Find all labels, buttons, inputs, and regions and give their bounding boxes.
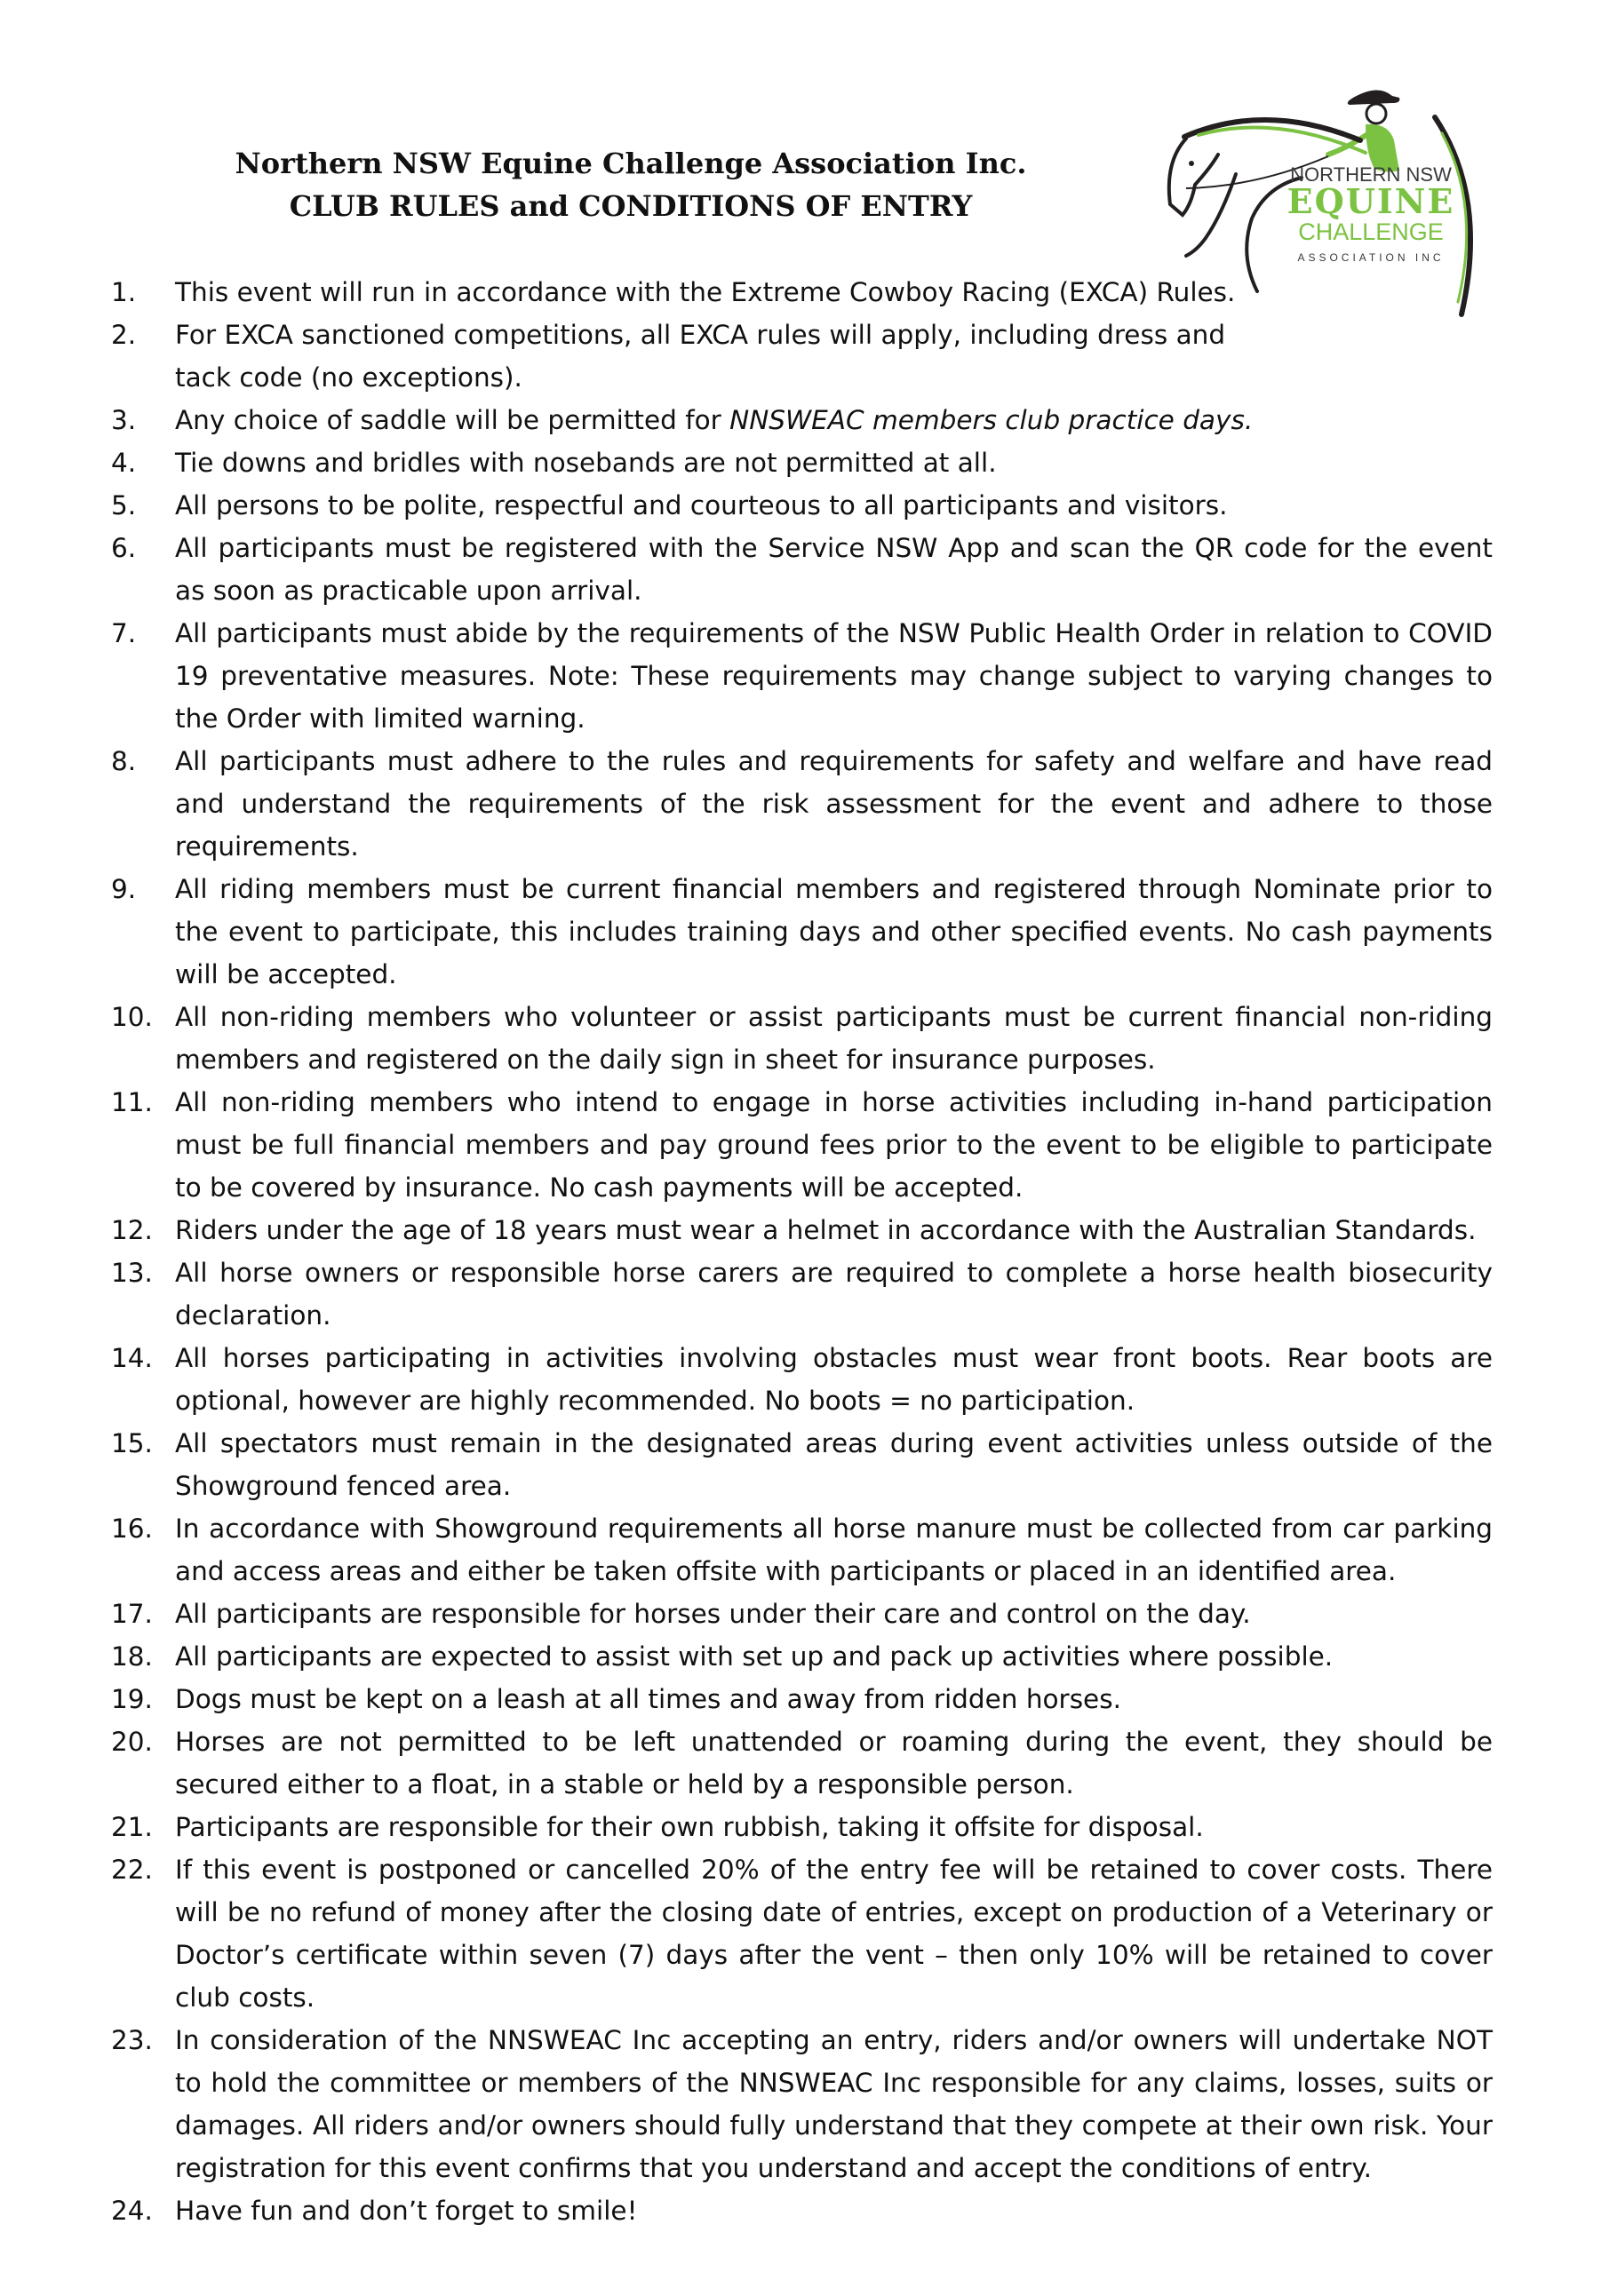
rule-text: All riding members must be current financial members and registered through Nominate prior to the event to participate, this includes training days and other specified events. No cash payments will be accepted. (175, 874, 1493, 989)
rules-list (111, 271, 1493, 2232)
rule-text: All participants must be registered with the Service NSW App and scan the QR code for the event as soon as practicable upon arrival. (175, 533, 1493, 606)
rule-item (111, 1337, 1493, 1422)
rule-text: Participants are responsible for their own rubbish, taking it offsite for disposal. (175, 1812, 1204, 1842)
rule-text-wrapper (175, 399, 1493, 441)
rule-text: All horses participating in activities involving obstacles must wear front boots. Rear boots are optional, however are highly recommended. No boots = no participation. (175, 1343, 1493, 1416)
association-name: Northern NSW Equine Challenge Association Inc. (235, 147, 1027, 180)
rule-number: 16. (111, 1513, 153, 1544)
rule-text: In accordance with Showground requirements all horse manure must be collected from car parking and access areas and either be taken offsite with participants or placed in an identified area. (175, 1513, 1493, 1586)
rule-item (111, 1848, 1493, 2019)
rule-item (111, 441, 1493, 484)
rule-number: 24. (111, 2196, 153, 2226)
rule-item (111, 484, 1493, 527)
rule-number: 13. (111, 1258, 153, 1288)
rule-number: 15. (111, 1428, 153, 1458)
rule-text: In consideration of the NNSWEAC Inc accepting an entry, riders and/or owners will undertake NOT to hold the committee or members of the NNSWEAC Inc responsible for any claims, losses, suits or damages. All riders and/or owners should fully understand that they compete at their own risk. Your registration for this event confirms that you understand and accept the conditions of entry. (175, 2025, 1493, 2183)
rule-text: Dogs must be kept on a leash at all times and away from ridden horses. (175, 1684, 1121, 1714)
rule-text: For EXCA sanctioned competitions, all EXCA rules will apply, including dress and tack code (no exceptions). (175, 320, 1226, 393)
logo-line4: ASSOCIATION INC (1297, 251, 1445, 264)
document-heading (116, 142, 1146, 227)
rule-text: All spectators must remain in the designated areas during event activities unless outside of the Showground fenced area. (175, 1428, 1493, 1501)
rule-text: All horse owners or responsible horse carers are required to complete a horse health biosecurity declaration. (175, 1258, 1493, 1331)
rule-item (111, 399, 1493, 441)
rule-text: All participants are expected to assist with set up and pack up activities where possible. (175, 1641, 1334, 1672)
rule-number: 12. (111, 1215, 153, 1245)
rule-item (111, 314, 1493, 399)
rule-item (111, 1806, 1493, 1848)
rule-number: 20. (111, 1727, 153, 1757)
logo-line1: NORTHERN NSW (1290, 163, 1452, 186)
rule-number: 3. (111, 405, 137, 435)
rule-number: 2. (111, 320, 137, 350)
rule-item (111, 740, 1493, 868)
rule-item (111, 1081, 1493, 1209)
rule-text: Any choice of saddle will be permitted for (175, 405, 730, 435)
rule-item (111, 527, 1493, 612)
rule-item (111, 996, 1493, 1081)
rule-item (111, 1422, 1493, 1507)
document-title: CLUB RULES and CONDITIONS OF ENTRY (289, 189, 973, 223)
rule-number: 8. (111, 746, 137, 776)
rule-number: 10. (111, 1002, 153, 1032)
rule-number: 17. (111, 1599, 153, 1629)
rule-number: 18. (111, 1641, 153, 1672)
rule-number: 23. (111, 2025, 153, 2055)
rule-text: Horses are not permitted to be left unattended or roaming during the event, they should be secured either to a float, in a stable or held by a responsible person. (175, 1727, 1493, 1799)
rule-number: 19. (111, 1684, 153, 1714)
rule-text: All non-riding members who volunteer or assist participants must be current financial non-riding members and registered on the daily sign in sheet for insurance purposes. (175, 1002, 1493, 1075)
rule-item (111, 868, 1493, 996)
rule-item (111, 1720, 1493, 1806)
rule-text: If this event is postponed or cancelled 20% of the entry fee will be retained to cover costs. There will be no refund of money after the closing date of entries, except on production of a Veterinary or Doctor’s certificate within seven (7) days after the vent – then only 10% will be retained to cover club costs. (175, 1855, 1493, 2013)
rule-item (111, 1635, 1493, 1678)
logo-line2: EQUINE (1286, 181, 1455, 221)
rule-item (111, 2189, 1493, 2232)
rule-number: 21. (111, 1812, 153, 1842)
rule-text: Tie downs and bridles with nosebands are not permitted at all. (175, 448, 997, 478)
rule-item (111, 1251, 1493, 1337)
rule-item (111, 612, 1493, 740)
rule-text-italic: NNSWEAC members club practice days. (729, 405, 1254, 435)
rule-number: 7. (111, 618, 137, 648)
rule-text: This event will run in accordance with the Extreme Cowboy Racing (EXCA) Rules. (175, 277, 1236, 307)
rule-text: All non-riding members who intend to engage in horse activities including in-hand participation must be full financial members and pay ground fees prior to the event to be eligible to participate to be covered by insurance. No cash payments will be accepted. (175, 1087, 1493, 1203)
rule-item (111, 1678, 1493, 1720)
rule-item (111, 1209, 1493, 1251)
rule-number: 11. (111, 1087, 153, 1117)
rule-item (111, 1507, 1493, 1593)
rule-item (111, 2019, 1493, 2189)
rule-text: All participants must abide by the requirements of the NSW Public Health Order in relation to COVID 19 preventative measures. Note: These requirements may change subject to varying changes to the Order with limited warning. (175, 618, 1493, 734)
rule-number: 14. (111, 1343, 153, 1373)
rule-number: 1. (111, 277, 137, 307)
rule-text: All participants are responsible for horses under their care and control on the day. (175, 1599, 1251, 1629)
rule-number: 5. (111, 490, 137, 520)
rule-text: Riders under the age of 18 years must wear a helmet in accordance with the Australian Standards. (175, 1215, 1477, 1245)
rule-number: 9. (111, 874, 137, 904)
rule-text: All persons to be polite, respectful and courteous to all participants and visitors. (175, 490, 1228, 520)
rule-number: 4. (111, 448, 137, 478)
rule-number: 22. (111, 1855, 153, 1885)
rule-item (111, 1593, 1493, 1635)
logo-line3: CHALLENGE (1298, 218, 1444, 245)
rule-text: Have fun and don’t forget to smile! (175, 2196, 638, 2226)
rule-item (111, 271, 1493, 314)
rule-number: 6. (111, 533, 137, 563)
rule-text: All participants must adhere to the rules and requirements for safety and welfare and have read and understand the requirements of the risk assessment for the event and adhere to those requirements. (175, 746, 1493, 862)
